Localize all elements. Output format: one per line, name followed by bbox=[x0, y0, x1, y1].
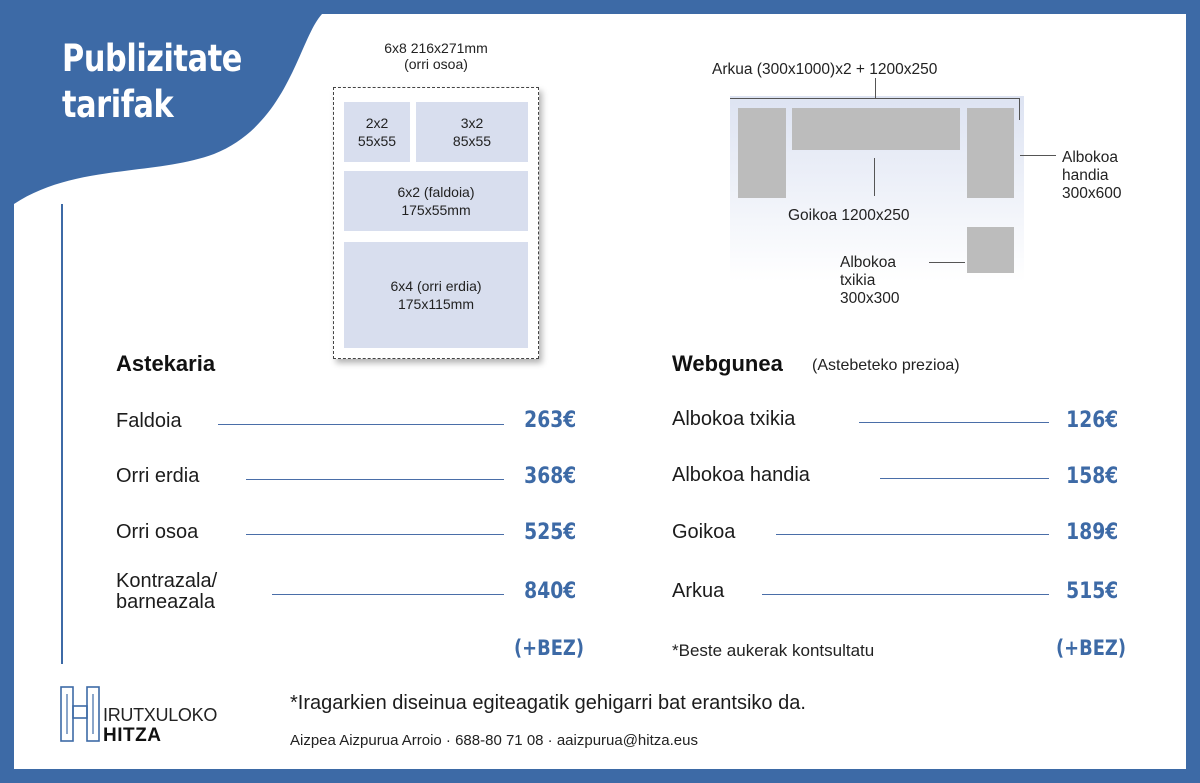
top-label: Goikoa 1200x250 bbox=[788, 207, 910, 224]
web-row-label: Goikoa bbox=[672, 521, 736, 543]
web-vat: (+BEZ) bbox=[1056, 636, 1127, 660]
web-row-price: 189€ bbox=[1065, 520, 1118, 545]
print-page-size: 6x8 216x271mm bbox=[384, 40, 488, 56]
slot-3x2 bbox=[416, 102, 528, 162]
weekly-row-label-2: barneazala bbox=[116, 591, 215, 613]
left-vertical-rule bbox=[61, 204, 63, 664]
web-subheading: (Astebeteko prezioa) bbox=[812, 357, 960, 374]
web-heading: Webgunea bbox=[672, 351, 783, 376]
weekly-row-price: 368€ bbox=[523, 464, 576, 489]
slot-name: 2x2 bbox=[365, 115, 389, 131]
arc-label: Arkua (300x1000)x2 + 1200x250 bbox=[712, 61, 938, 78]
top-connector bbox=[874, 158, 875, 196]
weekly-row-leader bbox=[246, 534, 504, 535]
title-line-1: Publizitate bbox=[62, 37, 242, 80]
weekly-row-label-1: Kontrazala/ bbox=[116, 570, 218, 592]
weekly-row-label bbox=[116, 571, 217, 613]
small-side-label bbox=[840, 254, 899, 308]
slot-size: 175x115mm bbox=[397, 296, 474, 312]
weekly-vat: (+BEZ) bbox=[514, 636, 585, 660]
slot-size: 85x55 bbox=[452, 133, 492, 149]
print-page-diagram bbox=[333, 87, 539, 359]
weekly-heading: Astekaria bbox=[116, 351, 216, 376]
slot-2x2 bbox=[344, 102, 410, 162]
weekly-row-label: Orri osoa bbox=[116, 521, 199, 543]
logo-text-line-2: HITZA bbox=[103, 725, 162, 746]
web-box-arc-left bbox=[738, 108, 786, 198]
big-side-label-2: handia bbox=[1062, 167, 1109, 184]
web-note: *Beste aukerak kontsultatu bbox=[672, 641, 875, 660]
web-row-label: Albokoa txikia bbox=[672, 408, 796, 430]
arc-bracket-line bbox=[730, 98, 1020, 99]
web-row-leader bbox=[859, 422, 1049, 423]
web-row-leader bbox=[776, 534, 1049, 535]
web-box-small-side bbox=[967, 227, 1014, 273]
big-side-connector bbox=[1020, 155, 1056, 156]
page-title bbox=[62, 36, 242, 128]
weekly-row-leader bbox=[272, 594, 504, 595]
arc-bracket-end bbox=[1019, 98, 1020, 120]
web-row-label: Arkua bbox=[672, 580, 725, 602]
design-note: *Iragarkien diseinua egiteagatik gehigarri bat erantsiko da. bbox=[290, 692, 806, 714]
small-side-label-1: Albokoa bbox=[840, 254, 897, 271]
big-side-label bbox=[1062, 149, 1121, 203]
weekly-row-label: Faldoia bbox=[116, 410, 182, 432]
web-box-top bbox=[792, 108, 960, 150]
slot-size: 55x55 bbox=[357, 133, 397, 149]
slot-faldoia bbox=[344, 171, 528, 231]
weekly-row-leader bbox=[246, 479, 504, 480]
hitza-logo-icon bbox=[60, 686, 100, 742]
slot-orri-erdia bbox=[344, 242, 528, 348]
rate-card bbox=[14, 14, 1186, 769]
small-side-connector bbox=[929, 262, 965, 263]
title-line-2: tarifak bbox=[62, 83, 174, 126]
print-page-note: (orri osoa) bbox=[404, 56, 468, 72]
web-row-price: 515€ bbox=[1065, 579, 1118, 604]
weekly-row-label: Orri erdia bbox=[116, 465, 200, 487]
contact-line: Aizpea Aizpurua Arroio · 688-80 71 08 · aaizpurua@hitza.eus bbox=[290, 732, 698, 749]
logo-text-line-1: IRUTXULOKO bbox=[103, 705, 218, 725]
small-side-label-3: 300x300 bbox=[840, 290, 900, 307]
print-page-caption bbox=[336, 40, 536, 72]
slot-name: 6x4 (orri erdia) bbox=[390, 278, 482, 294]
arc-bracket-stem bbox=[875, 78, 876, 98]
weekly-row-price: 525€ bbox=[523, 520, 576, 545]
weekly-row-price: 840€ bbox=[523, 579, 576, 604]
web-row-leader bbox=[762, 594, 1049, 595]
big-side-label-3: 300x600 bbox=[1062, 185, 1122, 202]
weekly-row-price: 263€ bbox=[523, 408, 576, 433]
slot-name: 6x2 (faldoia) bbox=[397, 184, 475, 200]
slot-size: 175x55mm bbox=[401, 202, 471, 218]
big-side-label-1: Albokoa bbox=[1062, 149, 1119, 166]
web-box-big-side bbox=[967, 108, 1014, 198]
web-row-label: Albokoa handia bbox=[672, 464, 810, 486]
web-row-price: 126€ bbox=[1065, 408, 1118, 433]
weekly-row-leader bbox=[218, 424, 504, 425]
web-row-price: 158€ bbox=[1065, 464, 1118, 489]
slot-name: 3x2 bbox=[460, 115, 484, 131]
small-side-label-2: txikia bbox=[840, 272, 876, 289]
web-row-leader bbox=[880, 478, 1049, 479]
